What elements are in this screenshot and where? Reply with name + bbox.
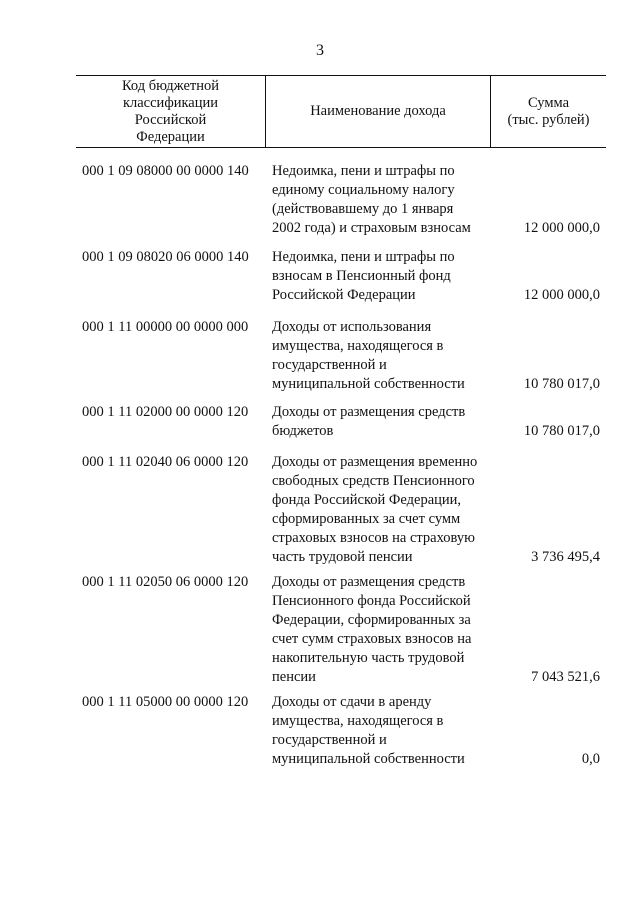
income-name-line: Доходы от размещения средств	[272, 574, 466, 590]
income-name	[272, 248, 507, 305]
income-amount: 12 000 000,0	[523, 287, 600, 303]
income-name-line: бюджетов	[272, 423, 334, 439]
budget-code: 000 1 11 05000 00 0000 120	[82, 694, 249, 710]
income-name	[272, 573, 507, 687]
income-name	[272, 693, 507, 769]
income-name-line: Доходы от размещения временно	[272, 454, 478, 470]
header-sum-line: Сумма	[527, 94, 570, 111]
header-name-column	[266, 76, 491, 147]
income-name-line: государственной и	[272, 732, 387, 748]
income-amount: 7 043 521,6	[531, 669, 600, 685]
header-code-line: Код бюджетной	[121, 77, 219, 94]
income-name-line: 2002 года) и страховым взносам	[272, 220, 471, 236]
header-code-line: классификации	[122, 94, 219, 111]
table-header	[76, 75, 606, 148]
income-name-line: пенсии	[272, 669, 316, 685]
budget-code: 000 1 11 02040 06 0000 120	[82, 454, 249, 470]
income-name-line: единому социальному налогу	[272, 182, 455, 198]
income-name-line: Доходы от использования	[272, 319, 432, 335]
income-amount: 10 780 017,0	[523, 376, 600, 392]
income-name-line: Доходы от сдачи в аренду	[272, 694, 432, 710]
income-name-line: Недоимка, пени и штрафы по	[272, 249, 455, 265]
income-name-line: муниципальной собственности	[272, 376, 465, 392]
income-name-line: Пенсионного фонда Российской	[272, 593, 471, 609]
income-name-line: счет сумм страховых взносов на	[272, 631, 472, 647]
income-name-line: государственной и	[272, 357, 387, 373]
header-code-line: Российской	[134, 111, 207, 128]
income-name-line: имущества, находящегося в	[272, 713, 444, 729]
income-name	[272, 453, 507, 567]
budget-code: 000 1 11 00000 00 0000 000	[82, 319, 249, 335]
income-name-line: сформированных за счет сумм	[272, 511, 461, 527]
budget-code: 000 1 11 02050 06 0000 120	[82, 574, 249, 590]
income-amount: 10 780 017,0	[523, 423, 600, 439]
header-code-line: Федерации	[136, 128, 205, 145]
budget-code: 000 1 09 08000 00 0000 140	[82, 163, 249, 179]
income-amount: 3 736 495,4	[531, 549, 600, 565]
income-name-line: часть трудовой пенсии	[272, 549, 413, 565]
budget-code: 000 1 11 02000 00 0000 120	[82, 404, 249, 420]
header-sum-column	[491, 76, 606, 147]
income-name-line: страховых взносов на страховую	[272, 530, 475, 546]
income-name-line: накопительную часть трудовой	[272, 650, 465, 666]
income-name	[272, 162, 507, 238]
income-name-line: Доходы от размещения средств	[272, 404, 466, 420]
budget-code: 000 1 09 08020 06 0000 140	[82, 249, 249, 265]
income-name-line: Российской Федерации	[272, 287, 416, 303]
income-amount: 12 000 000,0	[523, 220, 600, 236]
income-name-line: Недоимка, пени и штрафы по	[272, 163, 455, 179]
income-amount: 0,0	[581, 751, 600, 767]
income-name-line: имущества, находящегося в	[272, 338, 444, 354]
income-name-line: свободных средств Пенсионного	[272, 473, 475, 489]
income-name	[272, 403, 507, 441]
income-name-line: взносам в Пенсионный фонд	[272, 268, 451, 284]
income-name-line: фонда Российской Федерации,	[272, 492, 462, 508]
income-name-line: Федерации, сформированных за	[272, 612, 471, 628]
income-name	[272, 318, 507, 394]
income-name-line: (действовавшему до 1 января	[272, 201, 454, 217]
header-sum-line: (тыс. рублей)	[507, 111, 590, 128]
header-name-label: Наименование дохода	[310, 103, 446, 119]
header-code-column	[76, 76, 266, 147]
page-number: 3	[316, 42, 324, 59]
income-name-line: муниципальной собственности	[272, 751, 465, 767]
